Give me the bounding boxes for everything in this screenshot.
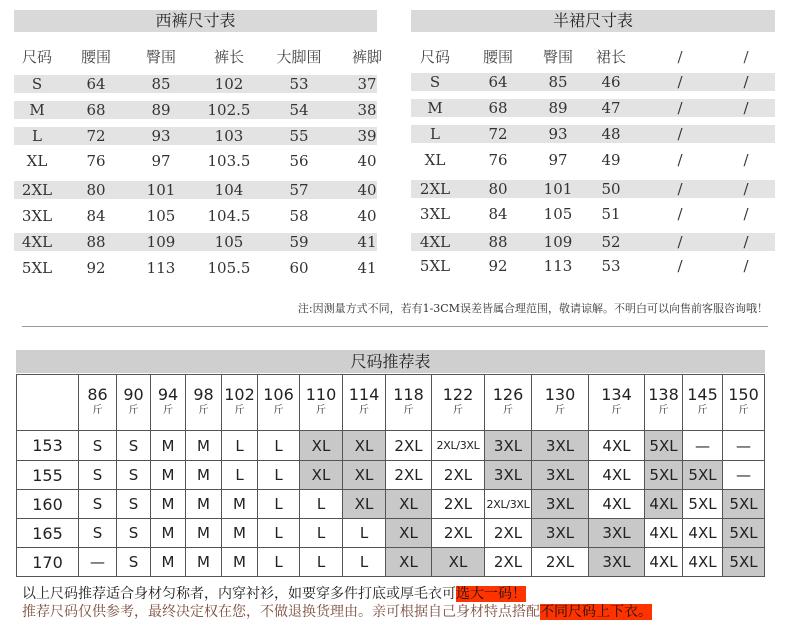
skirt-row	[411, 180, 775, 198]
weight-unit: 斤	[316, 404, 326, 416]
pants-row-cell: 105.5	[207, 259, 251, 277]
footer-line-2	[22, 601, 652, 621]
size-cell: 5XL	[683, 490, 723, 519]
size-cell: M	[186, 519, 222, 548]
pants-row-cell: 104	[214, 181, 244, 199]
pants-row-cell: 40	[357, 152, 377, 170]
size-cell: XL	[343, 461, 386, 490]
skirt-row-cell: XL	[424, 151, 446, 169]
size-cell: XL	[432, 548, 485, 577]
size-cell: XL	[386, 490, 432, 519]
weight-value: 98	[193, 384, 214, 404]
pants-row-cell: 59	[289, 233, 309, 251]
size-cell: XL	[343, 490, 386, 519]
weight-value: 114	[348, 384, 380, 404]
size-cell: M	[151, 548, 186, 577]
skirt-row-cell: 109	[543, 233, 573, 251]
pants-row-cell: 88	[86, 233, 106, 251]
size-cell: 4XL	[645, 519, 683, 548]
pants-row-cell: 109	[146, 233, 176, 251]
pants-row-cell: 92	[86, 259, 106, 277]
weight-value: 86	[87, 384, 108, 404]
weight-unit: 斤	[555, 404, 565, 416]
pants-row	[14, 207, 377, 225]
size-cell: XL	[343, 431, 386, 461]
skirt-header-row-cell: 裙长	[595, 48, 626, 66]
footer-text-2: 推荐尺码仅供参考，最终决定权在您，不做退换货理由。亲可根据自己身材特点搭配	[22, 604, 540, 620]
weight-header-cell	[186, 375, 222, 431]
size-cell: M	[151, 519, 186, 548]
skirt-row-cell: S	[429, 73, 441, 91]
size-cell: M	[186, 490, 222, 519]
size-cell: 3XL	[589, 548, 645, 577]
weight-value: 138	[648, 384, 679, 404]
pants-row-cell: 76	[86, 152, 106, 170]
skirt-row-cell: 46	[601, 73, 621, 91]
size-cell: S	[117, 461, 151, 490]
size-cell: 4XL	[589, 431, 645, 461]
skirt-row-cell: 89	[548, 99, 568, 117]
pants-row-cell: 84	[86, 207, 106, 225]
skirt-row-cell: 47	[601, 99, 621, 117]
pants-row-cell: 39	[357, 127, 377, 145]
skirt-row-cell: 68	[488, 99, 508, 117]
recommend-row	[17, 519, 765, 548]
skirt-row	[411, 99, 775, 117]
weight-header-cell	[79, 375, 117, 431]
skirt-row-cell: 113	[543, 257, 573, 275]
pants-header-row	[14, 48, 382, 66]
pants-row-cell: 5XL	[21, 259, 53, 277]
skirt-header-row-cell: /	[743, 48, 749, 66]
skirt-row-cell: 101	[543, 180, 573, 198]
size-cell: XL	[300, 461, 343, 490]
pants-row-cell: 93	[151, 127, 171, 145]
skirt-row-cell: 97	[548, 151, 568, 169]
pants-row-cell: 41	[357, 233, 377, 251]
skirt-row-cell	[716, 125, 776, 143]
size-cell: XL	[386, 519, 432, 548]
weight-header-cell	[222, 375, 258, 431]
size-cell: 3XL	[485, 461, 532, 490]
size-cell: S	[79, 490, 117, 519]
pants-row-cell: 80	[86, 181, 106, 199]
skirt-row-cell: 93	[548, 125, 568, 143]
weight-value: 130	[544, 384, 576, 404]
pants-row-cell: 57	[289, 181, 309, 199]
size-cell: 3XL	[589, 519, 645, 548]
pants-row-cell: 68	[86, 101, 106, 119]
height-value: 153	[17, 431, 79, 461]
weight-header-cell	[300, 375, 343, 431]
weight-value: 134	[601, 384, 632, 404]
size-cell: 4XL	[645, 548, 683, 577]
weight-unit: 斤	[198, 404, 209, 416]
skirt-row-cell: 76	[488, 151, 508, 169]
pants-row	[14, 101, 377, 119]
size-cell: 4XL	[589, 490, 645, 519]
skirt-row-cell: /	[743, 257, 749, 275]
size-cell: 3XL	[532, 431, 589, 461]
size-cell: 3XL	[532, 461, 589, 490]
skirt-row-cell: /	[743, 180, 749, 198]
weight-header-cell	[485, 375, 532, 431]
size-cell: 2XL	[532, 548, 589, 577]
size-cell: 4XL	[589, 461, 645, 490]
pants-row-cell: 40	[357, 207, 377, 225]
weight-value: 102	[224, 384, 255, 404]
skirt-row-cell: 85	[548, 73, 568, 91]
pants-header-row-cell: 大脚围	[276, 48, 322, 66]
skirt-row-cell: L	[430, 125, 440, 143]
pants-row	[14, 152, 377, 170]
weight-unit: 斤	[453, 404, 463, 416]
size-cell: 5XL	[723, 490, 765, 519]
pants-row	[14, 259, 377, 277]
pants-row-cell: 40	[357, 181, 377, 199]
size-cell: 5XL	[645, 431, 683, 461]
recommend-row	[17, 461, 765, 490]
skirt-row	[411, 151, 775, 169]
weight-unit: 斤	[658, 404, 669, 416]
height-value: 160	[17, 490, 79, 519]
weight-unit: 斤	[92, 404, 103, 416]
skirt-row	[411, 233, 775, 251]
skirt-row-cell: 80	[488, 180, 508, 198]
size-cell: M	[151, 431, 186, 461]
size-cell: 5XL	[683, 461, 723, 490]
pants-row	[14, 127, 377, 145]
skirt-row-cell: 64	[488, 73, 508, 91]
skirt-row-cell: 53	[601, 257, 621, 275]
skirt-row	[411, 125, 775, 143]
pants-row	[14, 233, 377, 251]
skirt-row-cell: /	[743, 233, 749, 251]
weight-value: 106	[263, 384, 294, 404]
skirt-header-row-cell: 臀围	[542, 48, 573, 66]
pants-row-cell: 56	[289, 152, 309, 170]
size-cell: L	[258, 431, 300, 461]
size-cell: S	[117, 548, 151, 577]
size-cell: —	[723, 461, 765, 490]
size-cell: 5XL	[723, 519, 765, 548]
skirt-row-cell: /	[677, 73, 683, 91]
size-cell: L	[258, 519, 300, 548]
size-cell: —	[79, 548, 117, 577]
skirt-row-cell: /	[743, 99, 749, 117]
size-cell: 4XL	[683, 519, 723, 548]
pants-row-cell: 101	[146, 181, 176, 199]
weight-value: 90	[123, 384, 144, 404]
pants-header-row-cell: 臀围	[145, 48, 176, 66]
skirt-row	[411, 73, 775, 91]
skirt-row	[411, 257, 775, 275]
size-cell: —	[723, 431, 765, 461]
pants-row-cell: XL	[26, 152, 48, 170]
size-cell: 5XL	[723, 548, 765, 577]
skirt-row-cell: /	[677, 99, 683, 117]
size-cell: M	[222, 490, 258, 519]
pants-row-cell: 2XL	[21, 181, 53, 199]
skirt-row-cell: 72	[488, 125, 508, 143]
size-cell: 2XL/3XL	[432, 431, 485, 461]
pants-row-cell: 41	[357, 259, 377, 277]
skirt-row-cell: 105	[543, 205, 573, 223]
size-cell: M	[222, 519, 258, 548]
size-cell: L	[343, 519, 386, 548]
weight-value: 126	[492, 384, 524, 404]
skirt-row-cell: 5XL	[419, 257, 451, 275]
size-cell: 2XL	[485, 519, 532, 548]
skirt-row-cell: 48	[601, 125, 621, 143]
pants-size-table	[14, 0, 382, 290]
weight-header-cell	[723, 375, 765, 431]
size-cell: 3XL	[532, 490, 589, 519]
pants-header-row-cell: 裤长	[213, 48, 244, 66]
pants-row-cell: 97	[151, 152, 171, 170]
height-value: 155	[17, 461, 79, 490]
recommend-row	[17, 490, 765, 519]
skirt-row-cell: 51	[601, 205, 621, 223]
pants-row-cell: 104.5	[207, 207, 251, 225]
skirt-header-row-cell: /	[677, 48, 683, 66]
corner-header	[17, 375, 79, 431]
size-cell: 2XL	[432, 461, 485, 490]
size-cell: L	[343, 548, 386, 577]
size-cell: 2XL	[432, 490, 485, 519]
weight-header-cell	[258, 375, 300, 431]
size-cell: 3XL	[532, 519, 589, 548]
pants-row-cell: 85	[151, 75, 171, 93]
size-cell: 4XL	[645, 490, 683, 519]
skirt-size-table	[411, 0, 775, 290]
size-cell: 5XL	[645, 461, 683, 490]
skirt-row-cell: /	[677, 180, 683, 198]
size-cell: M	[186, 431, 222, 461]
size-cell: 4XL	[683, 548, 723, 577]
weight-value: 150	[728, 384, 759, 404]
weight-header-cell	[683, 375, 723, 431]
size-cell: 2XL	[432, 519, 485, 548]
pants-row-cell: 103	[214, 127, 244, 145]
weight-unit: 斤	[359, 404, 369, 416]
weight-unit: 斤	[738, 404, 749, 416]
size-cell: XL	[386, 548, 432, 577]
size-cell: S	[117, 490, 151, 519]
weight-unit: 斤	[234, 404, 245, 416]
weight-header-cell	[432, 375, 485, 431]
recommend-table-title: 尺码推荐表	[16, 350, 765, 373]
pants-row-cell: 113	[146, 259, 176, 277]
size-cell: L	[300, 519, 343, 548]
weight-header-cell	[532, 375, 589, 431]
pants-row-cell: 38	[357, 101, 377, 119]
weight-unit: 斤	[403, 404, 414, 416]
pants-row-cell: 89	[151, 101, 171, 119]
skirt-header-row-cell: 尺码	[419, 48, 450, 66]
pants-row-cell: 60	[289, 259, 309, 277]
pants-row-cell: 58	[289, 207, 309, 225]
pants-row-cell: 102	[214, 75, 244, 93]
size-cell: L	[258, 548, 300, 577]
weight-unit: 斤	[273, 404, 284, 416]
weight-header-cell	[151, 375, 186, 431]
size-cell: M	[186, 461, 222, 490]
skirt-row-cell: 2XL	[419, 180, 451, 198]
size-cell: 3XL	[485, 431, 532, 461]
skirt-row-cell: 84	[488, 205, 508, 223]
skirt-row-cell: /	[743, 151, 749, 169]
skirt-row-cell: 92	[488, 257, 508, 275]
skirt-row-cell: 4XL	[419, 233, 451, 251]
size-cell: L	[300, 490, 343, 519]
pants-row-cell: L	[32, 127, 42, 145]
pants-row-cell: 103.5	[207, 152, 251, 170]
pants-row-cell: 72	[86, 127, 106, 145]
recommend-row	[17, 431, 765, 461]
footer-text-1: 以上尺码推荐适合身材匀称者，内穿衬衫，如要穿多件打底或厚毛衣可	[22, 586, 456, 602]
recommend-row	[17, 548, 765, 577]
weight-value: 118	[393, 384, 424, 404]
weight-header-cell	[117, 375, 151, 431]
size-cell: S	[79, 519, 117, 548]
pants-table-title: 西裤尺寸表	[14, 10, 377, 32]
pants-row-cell: 4XL	[21, 233, 53, 251]
pants-row-cell: 37	[357, 75, 377, 93]
skirt-row-cell: /	[677, 233, 683, 251]
size-cell: M	[222, 548, 258, 577]
size-cell: S	[117, 519, 151, 548]
skirt-row-cell: /	[677, 125, 683, 143]
height-value: 165	[17, 519, 79, 548]
size-cell: M	[186, 548, 222, 577]
pants-row-cell: 55	[289, 127, 309, 145]
pants-row-cell: S	[31, 75, 43, 93]
pants-row-cell: 105	[214, 233, 244, 251]
pants-row-cell: 105	[146, 207, 176, 225]
footer-line-1	[22, 583, 526, 603]
pants-row-cell: 3XL	[21, 207, 53, 225]
pants-row-cell: 64	[86, 75, 106, 93]
weight-unit: 斤	[611, 404, 622, 416]
weight-unit: 斤	[163, 404, 173, 416]
skirt-row-cell: 49	[601, 151, 621, 169]
skirt-row-cell: /	[677, 205, 683, 223]
pants-header-row-cell: 尺码	[21, 48, 52, 66]
weight-value: 94	[157, 384, 179, 404]
size-cell: 2XL	[485, 548, 532, 577]
weight-header-cell	[386, 375, 432, 431]
size-cell: —	[683, 431, 723, 461]
pants-header-row-cell: 腰围	[80, 48, 111, 66]
pants-row-cell: M	[29, 101, 45, 119]
pants-row	[14, 181, 377, 199]
size-cell: M	[151, 490, 186, 519]
skirt-table-title: 半裙尺寸表	[411, 10, 775, 32]
size-cell: XL	[300, 431, 343, 461]
divider	[22, 326, 768, 327]
pants-row-cell: 102.5	[207, 101, 251, 119]
size-cell: 2XL/3XL	[485, 490, 532, 519]
skirt-row	[411, 205, 775, 223]
skirt-row-cell: 3XL	[419, 205, 451, 223]
weight-value: 122	[442, 384, 474, 404]
weight-unit: 斤	[503, 404, 513, 416]
size-cell: L	[258, 490, 300, 519]
footer-highlight-1: 选大一码！	[456, 586, 526, 602]
weight-header-cell	[589, 375, 645, 431]
size-cell: S	[117, 431, 151, 461]
weight-unit: 斤	[128, 404, 139, 416]
skirt-row-cell: 50	[601, 180, 621, 198]
size-cell: L	[258, 461, 300, 490]
pants-row-cell: 54	[289, 101, 309, 119]
skirt-row-cell: /	[677, 151, 683, 169]
skirt-row-cell: 52	[601, 233, 621, 251]
weight-unit: 斤	[697, 404, 708, 416]
pants-header-row-cell: 裤脚	[351, 48, 382, 66]
skirt-row-cell: /	[677, 257, 683, 275]
size-recommend-table	[16, 374, 765, 577]
size-cell: L	[300, 548, 343, 577]
pants-row-cell: 53	[289, 75, 309, 93]
size-cell: L	[222, 461, 258, 490]
measurement-note: 注:因测量方式不同，若有1-3CM误差皆属合理范围，敬请谅解。不明白可以向售前客服咨询哦！	[297, 302, 768, 315]
skirt-row-cell: /	[743, 205, 749, 223]
weight-value: 145	[687, 384, 718, 404]
skirt-row-cell: /	[743, 73, 749, 91]
size-cell: L	[222, 431, 258, 461]
pants-row	[14, 75, 377, 93]
size-cell: 2XL	[386, 431, 432, 461]
weight-value: 110	[305, 384, 337, 404]
skirt-row-cell: 88	[488, 233, 508, 251]
footer-highlight-2: 不同尺码上下衣。	[540, 604, 652, 620]
size-cell: S	[79, 461, 117, 490]
height-value: 170	[17, 548, 79, 577]
size-cell: 2XL	[386, 461, 432, 490]
weight-header-cell	[645, 375, 683, 431]
skirt-row-cell: M	[427, 99, 443, 117]
weight-header-cell	[343, 375, 386, 431]
size-cell: S	[79, 431, 117, 461]
skirt-header-row	[411, 48, 775, 66]
size-cell: M	[151, 461, 186, 490]
skirt-header-row-cell: 腰围	[482, 48, 513, 66]
